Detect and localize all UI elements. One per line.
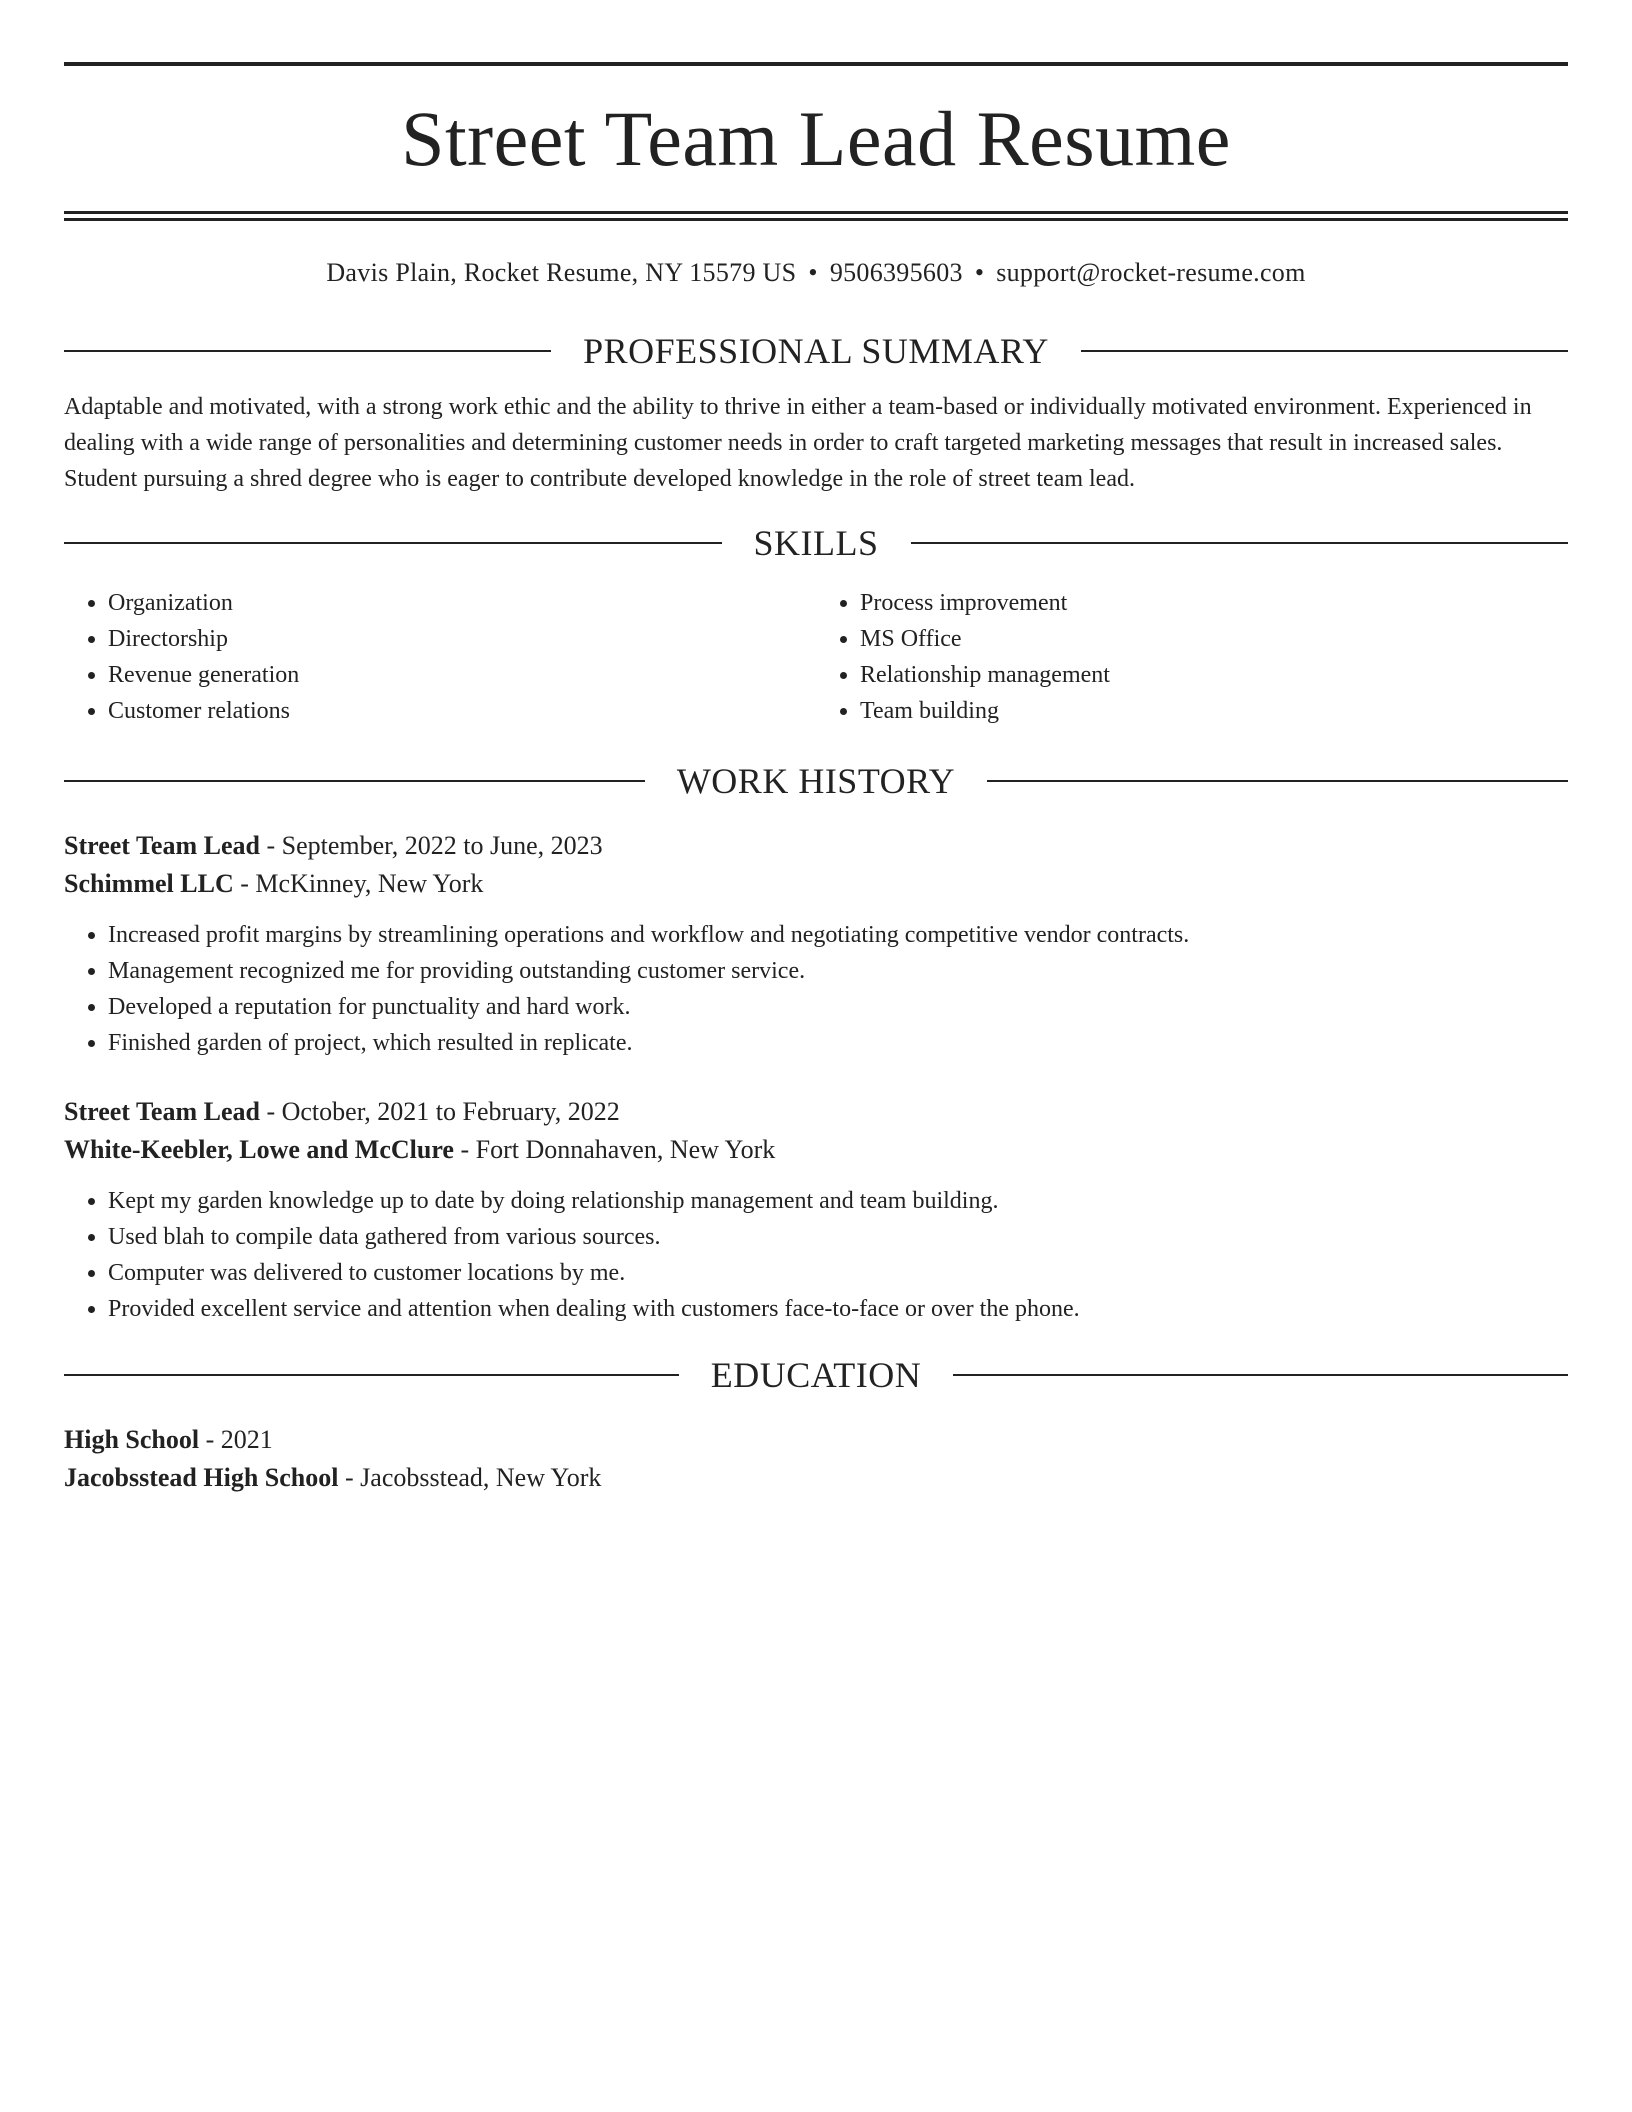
duty-item: • Kept my garden knowledge up to date by doing relationship management and team building. <box>108 1183 1568 1219</box>
divider <box>64 542 722 544</box>
skill-item: • Relationship management <box>860 657 1568 693</box>
job-dates: - October, 2021 to February, 2022 <box>259 1097 620 1126</box>
divider <box>64 1374 679 1376</box>
resume-page <box>64 62 1568 1497</box>
duty-item: • Computer was delivered to customer locations by me. <box>108 1255 1568 1291</box>
duty-item: • Management recognized me for providing outstanding customer service. <box>108 953 1568 989</box>
skill-item: • Process improvement <box>860 585 1568 621</box>
bullet-separator: • <box>974 258 985 287</box>
section-heading-education <box>64 1351 1568 1399</box>
job-duties <box>64 917 1568 1061</box>
duty-item: • Developed a reputation for punctuality and hard work. <box>108 989 1568 1025</box>
contact-email: support@rocket-resume.com <box>996 258 1306 287</box>
job-location: - Fort Donnahaven, New York <box>453 1135 776 1164</box>
job-title: Street Team Lead <box>64 1097 260 1126</box>
section-title: PROFESSIONAL SUMMARY <box>583 331 1049 371</box>
job-title-line <box>64 827 1568 865</box>
duty-item: • Used blah to compile data gathered from various sources. <box>108 1219 1568 1255</box>
skill-item: • Team building <box>860 693 1568 729</box>
duty-item: • Increased profit margins by streamlining operations and workflow and negotiating competitive vendor contracts. <box>108 917 1568 953</box>
skill-item: • MS Office <box>860 621 1568 657</box>
education-entry <box>64 1421 1568 1497</box>
job-dates: - September, 2022 to June, 2023 <box>259 831 603 860</box>
section-title: EDUCATION <box>710 1355 922 1395</box>
job-entry <box>64 1093 1568 1327</box>
skills-column-right <box>816 585 1568 729</box>
job-duties <box>64 1183 1568 1327</box>
title-double-rule <box>64 211 1568 221</box>
job-company-line <box>64 865 1568 903</box>
job-entry <box>64 827 1568 1061</box>
duty-item: • Provided excellent service and attention when dealing with customers face-to-face or over the phone. <box>108 1291 1568 1327</box>
skill-item: • Directorship <box>108 621 816 657</box>
education-year: - 2021 <box>199 1425 273 1454</box>
skill-item: • Customer relations <box>108 693 816 729</box>
divider <box>953 1374 1568 1376</box>
duty-item: • Finished garden of project, which resulted in replicate. <box>108 1025 1568 1061</box>
job-company-line <box>64 1131 1568 1169</box>
resume-title: Street Team Lead Resume <box>401 95 1231 182</box>
education-school: Jacobsstead High School <box>64 1463 339 1492</box>
contact-line <box>64 253 1568 293</box>
contact-phone: 9506395603 <box>829 258 963 287</box>
section-title: WORK HISTORY <box>676 761 956 801</box>
education-school-line <box>64 1459 1568 1497</box>
job-company: White-Keebler, Lowe and McClure <box>64 1135 454 1164</box>
skills-list <box>64 585 1568 729</box>
section-heading-work-history <box>64 757 1568 805</box>
summary-text: Adaptable and motivated, with a strong work ethic and the ability to thrive in either a team-based or individually motivated environment. Experienced in dealing with a wide range of personalities and determining customer needs in order to craft targeted marketing messages that result in increased sales. Student pursuing a shred degree who is eager to contribute developed knowledge in the role of street team lead. <box>64 394 1532 492</box>
education-degree: High School <box>64 1425 200 1454</box>
job-title-line <box>64 1093 1568 1131</box>
skill-item: • Revenue generation <box>108 657 816 693</box>
skill-item: • Organization <box>108 585 816 621</box>
contact-address: Davis Plain, Rocket Resume, NY 15579 US <box>326 258 797 287</box>
education-location: - Jacobsstead, New York <box>338 1463 602 1492</box>
section-heading-summary <box>64 327 1568 375</box>
divider <box>911 542 1569 544</box>
education-degree-line <box>64 1421 1568 1459</box>
job-company: Schimmel LLC <box>64 869 234 898</box>
job-title: Street Team Lead <box>64 831 260 860</box>
section-heading-skills <box>64 519 1568 567</box>
bullet-separator: • <box>808 258 818 287</box>
divider <box>987 780 1568 782</box>
divider <box>1081 350 1568 352</box>
divider <box>64 780 645 782</box>
skills-column-left <box>64 585 816 729</box>
divider <box>64 350 551 352</box>
section-title: SKILLS <box>753 523 879 563</box>
job-location: - McKinney, New York <box>233 869 484 898</box>
